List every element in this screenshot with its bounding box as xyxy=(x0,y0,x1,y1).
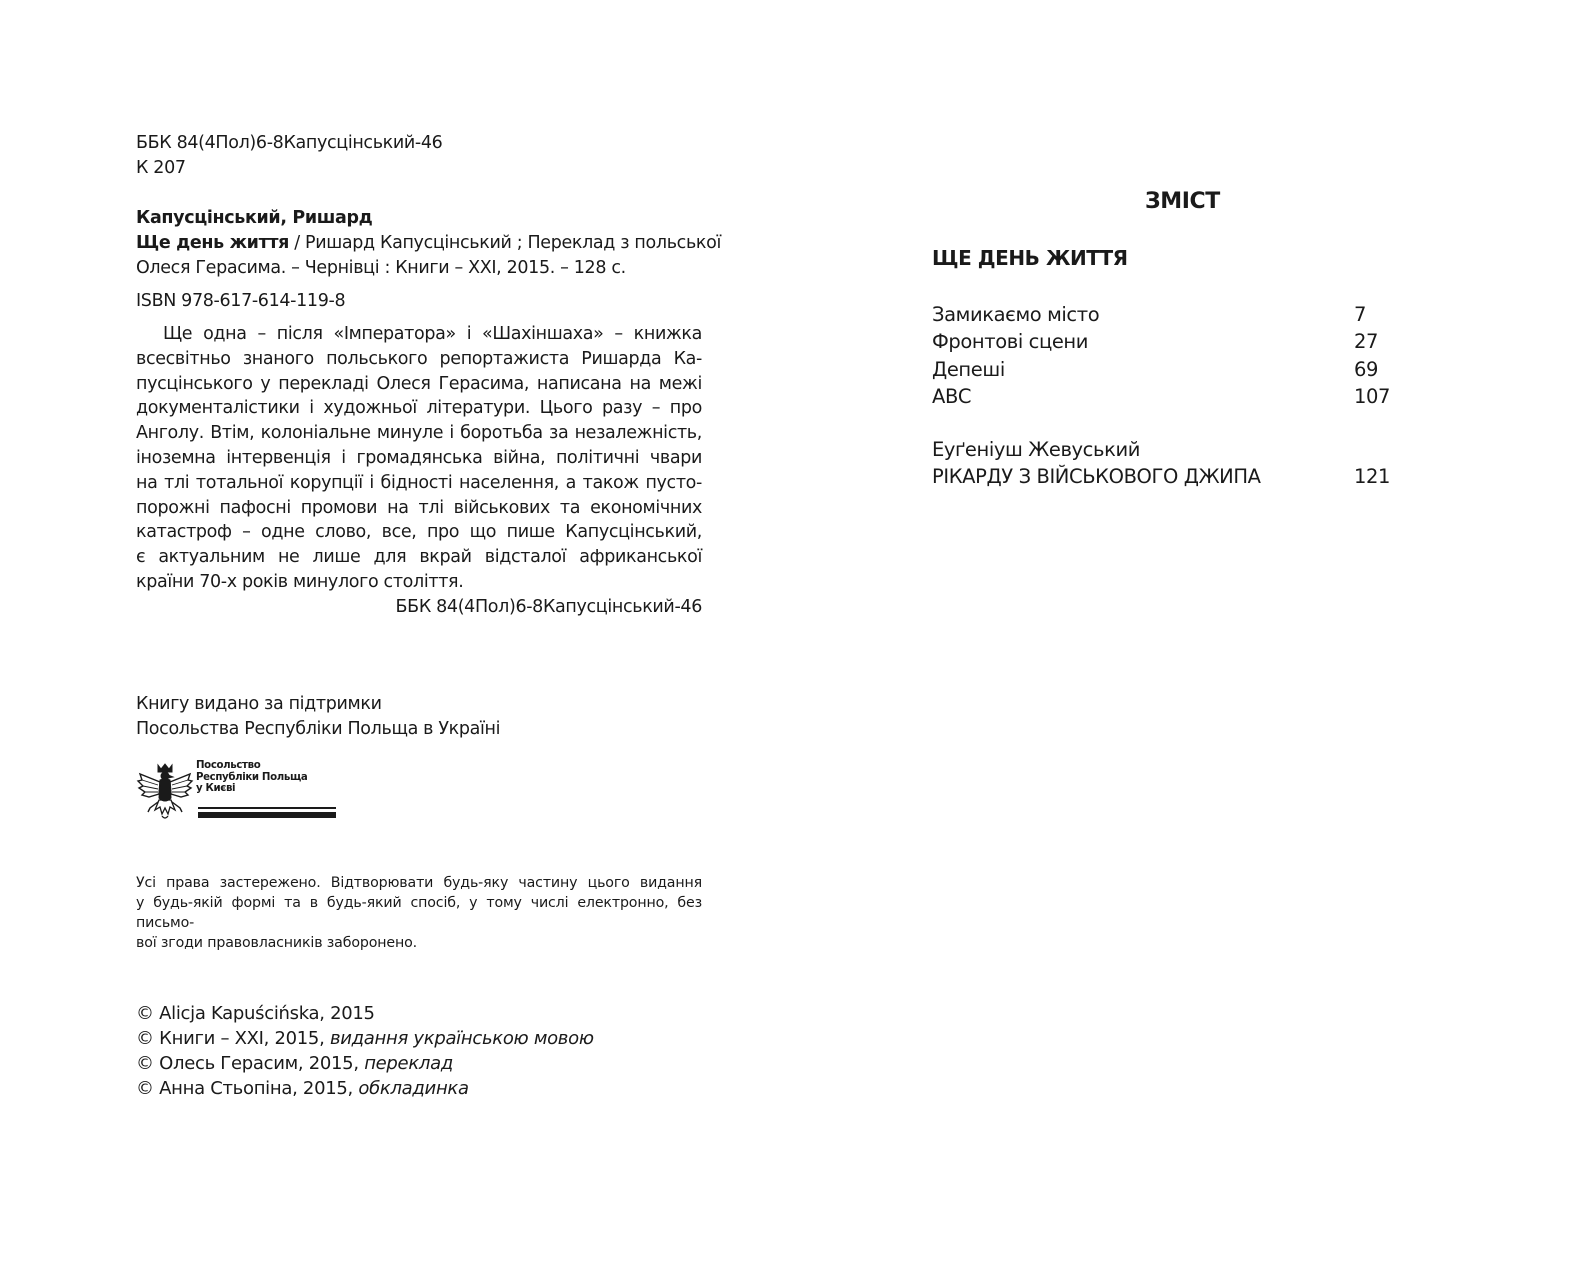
copyright-line xyxy=(136,1026,594,1051)
toc-entry[interactable] xyxy=(932,356,1412,383)
bib-line-1-rest: / Ришард Капусцінський ; Переклад з польської xyxy=(289,233,722,253)
toc-entry[interactable] xyxy=(932,328,1412,355)
logo-text-line: Республіки Польща xyxy=(196,771,308,783)
annotation-line: всесвітньо знаного польського репортажиста Ришарда Ка- xyxy=(136,348,702,369)
copyright-role: обкладинка xyxy=(358,1078,469,1099)
toc-entry-title: АВС xyxy=(932,384,972,408)
annotation-line: документалістики і художньої літератури. Цього разу – про xyxy=(136,398,702,419)
copyright-role: видання українською мовою xyxy=(329,1028,594,1049)
toc-entry-page: 27 xyxy=(1354,330,1379,354)
toc-entry-page: 121 xyxy=(1354,465,1391,489)
logo-caption xyxy=(196,760,307,795)
book-title: Ще день життя xyxy=(136,233,290,253)
toc-entry-title: РІКАРДУ З ВІЙСЬКОВОГО ДЖИПА xyxy=(932,465,1261,489)
author-index: К 207 xyxy=(136,158,186,178)
annotation-line: катастроф – одне слово, все, про що пише Капусцінський, xyxy=(136,522,702,543)
rights-line: Усі права застережено. Відтворювати будь-яку частину цього видання xyxy=(136,875,702,891)
copyright-holder: © Анна Стьопіна, 2015, xyxy=(136,1078,359,1099)
annotation-line: на тлі тотальної корупції і бідності населення, а також пусто- xyxy=(136,472,702,493)
toc-entry-title: Фронтові сцени xyxy=(932,330,1089,354)
rights-line: у будь-якій формі та в будь-який спосіб, у тому числі електронно, без письмо- xyxy=(136,895,702,931)
polish-eagle-icon xyxy=(136,762,194,824)
toc-entry[interactable] xyxy=(932,463,1412,490)
annotation-line: Ще одна – після «Імператора» і «Шахіншаха» – книжка xyxy=(163,324,702,344)
toc-section-title: ЩЕ ДЕНЬ ЖИТТЯ xyxy=(932,246,1128,270)
author-heading: Капусцінський, Ришард xyxy=(136,208,373,228)
logo-rule-thick xyxy=(198,812,336,818)
copyright-holder: © Олесь Герасим, 2015, xyxy=(136,1053,365,1074)
logo-rule-thin xyxy=(198,807,336,809)
support-line-1: Книгу видано за підтримки xyxy=(136,694,382,714)
toc-entry-page: 107 xyxy=(1354,384,1391,408)
annotation-line: іноземна інтервенція і громадянська війна, політичні чвари xyxy=(136,447,702,468)
embassy-logo xyxy=(136,762,346,824)
annotation xyxy=(136,322,702,620)
logo-text-line: у Києві xyxy=(196,783,236,795)
copyright-holder: © Книги – ХХІ, 2015, xyxy=(136,1028,330,1049)
appendix-author-name: Еуґеніуш Жевуський xyxy=(932,438,1141,461)
copyright-line xyxy=(136,1051,594,1076)
isbn: ISBN 978-617-614-119-8 xyxy=(136,291,346,311)
bbk-code: ББК 84(4Пол)6-8Капусцінський-46 xyxy=(136,133,443,153)
copyright-line xyxy=(136,1001,594,1026)
toc-title: ЗМІСТ xyxy=(1145,189,1220,214)
copyright-role: переклад xyxy=(364,1053,453,1074)
toc-entry[interactable] xyxy=(932,301,1412,328)
appendix-author xyxy=(932,436,1412,463)
annotation-line: є актуальним не лише для вкрай відсталої африканської xyxy=(136,547,702,568)
bib-line-1 xyxy=(136,231,722,256)
toc-entry-title: Замикаємо місто xyxy=(932,303,1100,326)
copyright-line xyxy=(136,1076,594,1101)
bbk-code-repeat: ББК 84(4Пол)6-8Капусцінський-46 xyxy=(395,596,702,617)
annotation-line: пусцінського у перекладі Олеся Герасима, написана на межі xyxy=(136,373,702,394)
rights-notice xyxy=(136,873,702,953)
toc-appendix xyxy=(932,436,1412,491)
toc-entry-page: 69 xyxy=(1354,357,1379,381)
annotation-line: Анголу. Втім, колоніальне минуле і боротьба за незалежність, xyxy=(136,423,702,444)
annotation-line: країни 70-х років минулого століття. xyxy=(136,571,464,592)
toc-entry-page: 7 xyxy=(1354,303,1367,326)
copyright-block xyxy=(136,1001,594,1101)
logo-text-line: Посольство xyxy=(196,760,261,771)
copyright-holder: © Alicja Kapuścińska, 2015 xyxy=(136,1003,375,1024)
annotation-line: порожні пафосні промови на тлі військових та економічних xyxy=(136,497,702,518)
toc-entry-title: Депеші xyxy=(932,357,1005,381)
toc-entry[interactable] xyxy=(932,383,1412,410)
toc-entries xyxy=(932,301,1412,410)
support-line-2: Посольства Республіки Польща в Україні xyxy=(136,719,501,739)
rights-line: вої згоди правовласників заборонено. xyxy=(136,935,417,951)
bib-line-2: Олеся Герасима. – Чернівці : Книги – ХХІ, 2015. – 128 с. xyxy=(136,258,626,278)
